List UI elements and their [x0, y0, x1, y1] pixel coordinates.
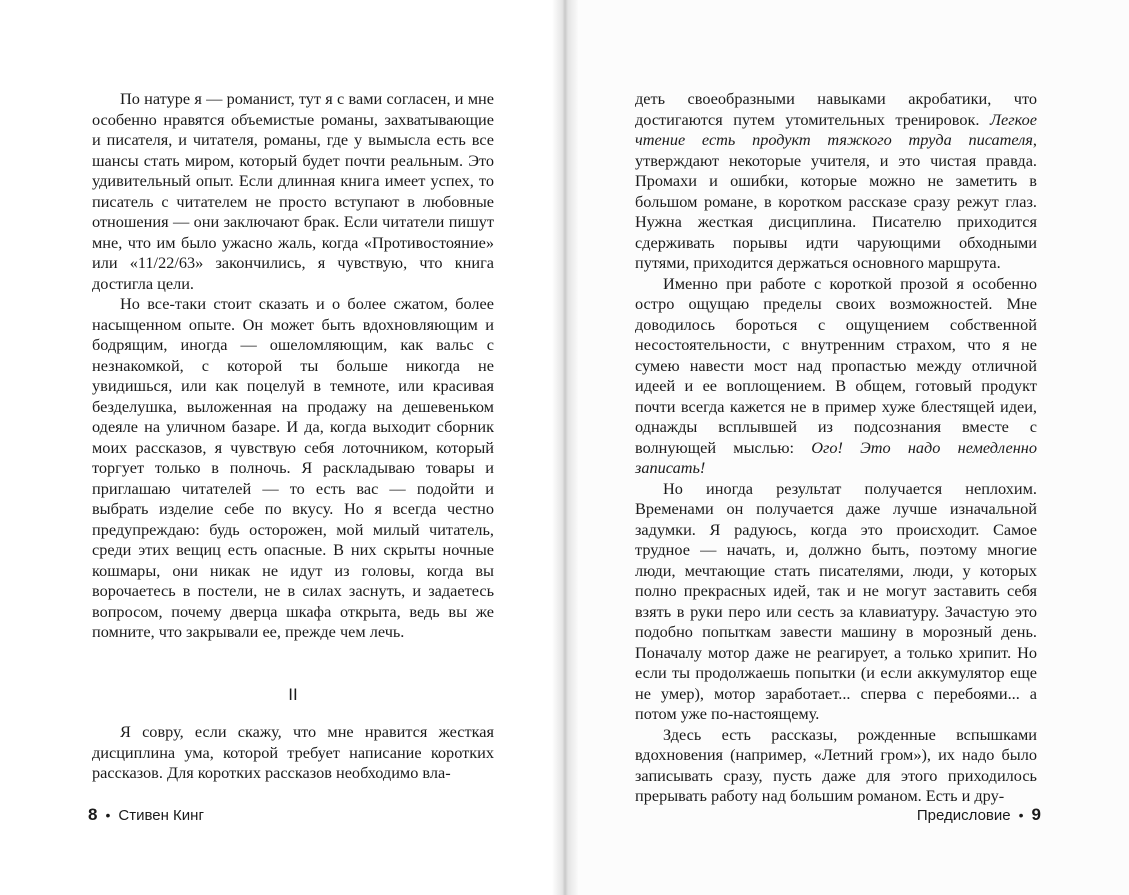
text-run: Именно при работе с короткой прозой я особенно остро ощущаю пределы своих возможностей. Мне доводилось бороться с ощущением собственной несостоятельности, с внутренним страхом, что я не сумею навести мост над пропастью между отличной идеей и ее воплощением. В общем, готовый продукт почти всегда кажется не в пример хуже блестящей идеи, однажды всплывшей из подсознания вместе с волнующей мыслью:: [635, 273, 1037, 457]
running-title: Предисловие: [916, 807, 1011, 824]
text-run: деть своеобразными навыками акробатики, что достигаются путем утомительных тренировок.: [635, 89, 1037, 129]
page-number: 9: [1031, 805, 1041, 824]
book-gutter: [552, 0, 578, 895]
paragraph: Я совру, если скажу, что мне нравится жесткая дисциплина ума, которой требует написание коротких рассказов. Для коротких рассказов необходимо вла-: [92, 722, 494, 782]
footer-bullet: •: [105, 807, 111, 823]
italic-text: Легкое чтение есть продукт тяжкого труда писателя: [635, 109, 1037, 149]
footer-bullet: •: [1018, 807, 1024, 823]
paragraph: По натуре я — романист, тут я с вами согласен, и мне особенно нравятся объемистые романы, захватывающие и писателя, и читателя, романы, где у вымысла есть все шансы стать миром, который будет почти реальным. Это удивительный опыт. Если длинная книга имеет успех, то писатель с читателем не просто вступают в любовные отношения — они заключают брак. Если читатели пишут мне, что им было ужасно жаль, когда «Противостояние» или «11/22/63» закончились, я чувствую, что книга достигла цели.: [92, 89, 494, 293]
left-page: [0, 0, 563, 895]
left-page-section-body: [92, 722, 494, 784]
left-page-body: [92, 89, 494, 643]
left-page-footer: [88, 804, 204, 826]
italic-text: Ого! Это надо немедленно записать!: [635, 437, 1037, 477]
paragraph: Здесь есть рассказы, рожденные вспышками вдохновения (например, «Летний гром»), их надо было записывать сразу, пусть даже для этого приходилось прерывать работу над большим романом. Есть и дру-: [635, 724, 1037, 805]
right-page-body: [635, 89, 1037, 807]
page-number: 8: [88, 805, 98, 824]
text-run: , утверждают некоторые учителя, и это чистая правда. Промахи и ошибки, которые можно не заметить в большом романе, в коротком рассказе сразу режут глаз. Нужна жесткая дисциплина. Писателю приходится сдерживать порывы идти чарующими обходными путями, приходится держаться основного маршрута.: [635, 130, 1037, 272]
right-page-footer: [917, 804, 1041, 826]
paragraph: Но все-таки стоит сказать и о более сжатом, более насыщенном опыте. Он может быть вдохновляющим и бодрящим, иногда — ошеломляющим, как вальс с незнакомкой, с которой ты больше никогда не увидишься, или как поцелуй в темноте, или красивая безделушка, выложенная на продажу на дешевеньком одеяле на уличном базаре. И да, когда выходит сборник моих рассказов, я чувствую себя лоточником, который торгует только в полночь. Я раскладываю товары и приглашаю читателей — то есть вас — подойти и выбрать изделие себе по вкусу. Но я всегда честно предупреждаю: будь осторожен, мой милый читатель, среди этих вещиц есть опасные. В них скрыты ночные кошмары, они никак не идут из головы, когда вы ворочаетесь в постели, не в силах заснуть, и задаетесь вопросом, почему дверца шкафа открыта, ведь вы же помните, что закрывали ее, прежде чем лечь.: [92, 294, 494, 641]
paragraph: [635, 89, 1037, 274]
section-number: II: [288, 685, 298, 704]
paragraph: Но иногда результат получается неплохим. Временами он получается даже лучше изначальной задумки. Я радуюсь, когда это происходит. Самое трудное — начать, и, должно быть, поэтому многие люди, мечтающие стать писателями, люди, у которых полно прекрасных идей, так и не могут заставить себя взять в руки перо или сесть за клавиатуру. Зачастую это подобно попыткам завести машину в морозный день. Поначалу мотор даже не реагирует, а только хрипит. Но если ты продолжаешь попытки (и если аккумулятор еще не умер), мотор заработает... сперва с перебоями... а потом уже по-настоящему.: [635, 478, 1037, 723]
paragraph: [635, 274, 1037, 479]
running-title: Стивен Кинг: [118, 807, 204, 824]
